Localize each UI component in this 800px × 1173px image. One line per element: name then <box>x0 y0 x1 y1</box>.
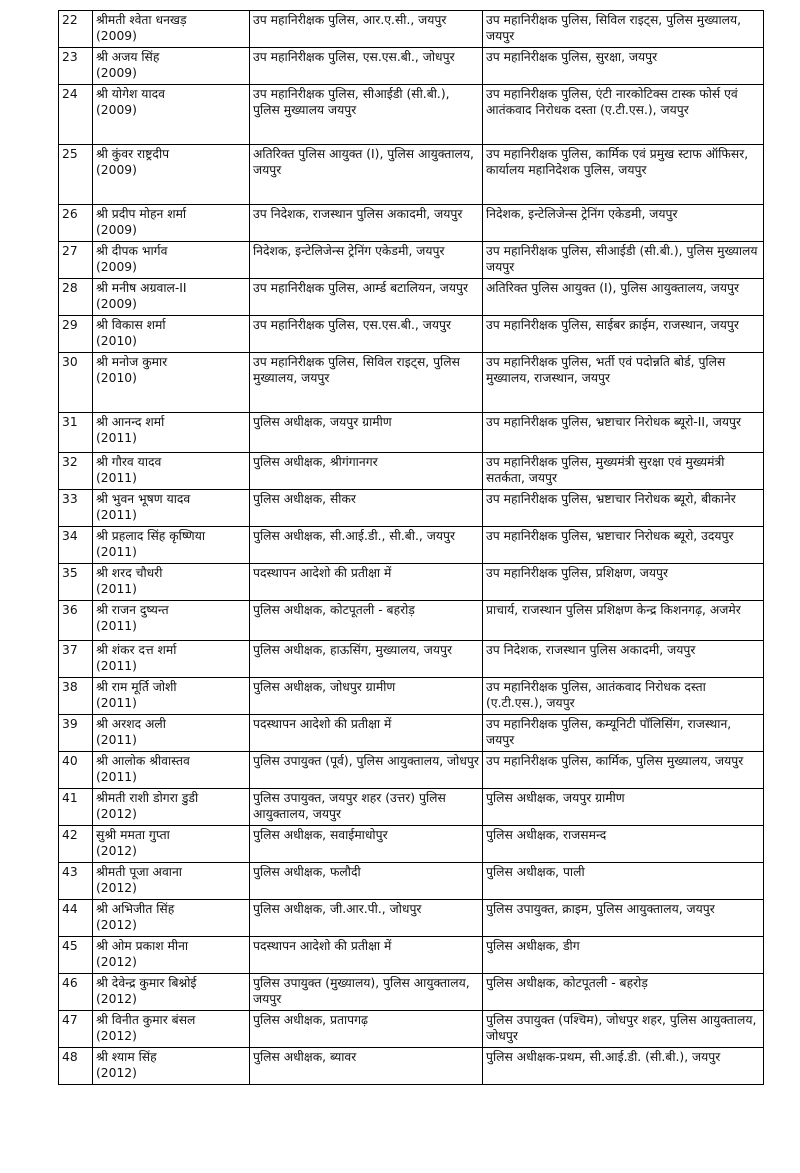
new-posting-cell: उप महानिरीक्षक पुलिस, भर्ती एवं पदोन्नति बोर्ड, पुलिस मुख्यालय, राजस्थान, जयपुर <box>483 353 764 413</box>
officer-name-cell <box>93 145 250 205</box>
serial-number-cell: 34 <box>59 527 93 564</box>
new-posting-cell: उप निदेशक, राजस्थान पुलिस अकादमी, जयपुर <box>483 641 764 678</box>
officer-name: श्री अभिजीत सिंह <box>96 902 175 916</box>
current-posting-cell: पुलिस अधीक्षक, जोधपुर ग्रामीण <box>250 678 483 715</box>
table-row <box>59 1011 764 1048</box>
officer-name-cell <box>93 715 250 752</box>
new-posting-cell: उप महानिरीक्षक पुलिस, कार्मिक एवं प्रमुख स्टाफ ऑफिसर, कार्यालय महानिदेशक पुलिस, जयपुर <box>483 145 764 205</box>
officer-name: श्री मनोज कुमार <box>96 355 168 369</box>
current-posting-cell: पुलिस उपायुक्त, जयपुर शहर (उत्तर) पुलिस आयुक्तालय, जयपुर <box>250 789 483 826</box>
officer-name: श्री देवेन्द्र कुमार बिश्नोई <box>96 976 197 990</box>
officer-name: श्री राजन दुष्यन्त <box>96 603 169 617</box>
new-posting-cell: उप महानिरीक्षक पुलिस, कार्मिक, पुलिस मुख्यालय, जयपुर <box>483 752 764 789</box>
table-row <box>59 937 764 974</box>
officer-name-cell <box>93 789 250 826</box>
officer-name-cell <box>93 641 250 678</box>
officer-batch-year: (2009) <box>96 66 137 80</box>
serial-number-cell: 33 <box>59 490 93 527</box>
current-posting-cell: पुलिस अधीक्षक, ब्यावर <box>250 1048 483 1085</box>
officer-batch-year: (2012) <box>96 955 137 969</box>
officer-name: श्री विकास शर्मा <box>96 318 166 332</box>
table-row <box>59 527 764 564</box>
new-posting-cell: उप महानिरीक्षक पुलिस, मुख्यमंत्री सुरक्षा एवं मुख्यमंत्री सतर्कता, जयपुर <box>483 453 764 490</box>
officer-batch-year: (2011) <box>96 619 137 633</box>
officer-batch-year: (2011) <box>96 545 137 559</box>
new-posting-cell: पुलिस अधीक्षक, कोटपूतली - बहरोड़ <box>483 974 764 1011</box>
officer-batch-year: (2011) <box>96 770 137 784</box>
serial-number-cell: 22 <box>59 11 93 48</box>
current-posting-cell: पदस्थापन आदेशो की प्रतीक्षा में <box>250 564 483 601</box>
officer-batch-year: (2009) <box>96 223 137 237</box>
serial-number-cell: 38 <box>59 678 93 715</box>
officer-name-cell <box>93 11 250 48</box>
table-row <box>59 85 764 145</box>
table-row <box>59 413 764 453</box>
new-posting-cell: उप महानिरीक्षक पुलिस, सुरक्षा, जयपुर <box>483 48 764 85</box>
officer-name-cell <box>93 85 250 145</box>
officer-name-cell <box>93 1048 250 1085</box>
current-posting-cell: अतिरिक्त पुलिस आयुक्त (I), पुलिस आयुक्तालय, जयपुर <box>250 145 483 205</box>
officer-name: श्री प्रदीप मोहन शर्मा <box>96 207 187 221</box>
officer-name: श्री कुंवर राष्ट्रदीप <box>96 147 170 161</box>
current-posting-cell: पुलिस अधीक्षक, जी.आर.पी., जोधपुर <box>250 900 483 937</box>
table-row <box>59 900 764 937</box>
current-posting-cell: उप महानिरीक्षक पुलिस, सीआईडी (सी.बी.), पुलिस मुख्यालय जयपुर <box>250 85 483 145</box>
serial-number-cell: 26 <box>59 205 93 242</box>
serial-number-cell: 37 <box>59 641 93 678</box>
new-posting-cell: उप महानिरीक्षक पुलिस, सिविल राइट्स, पुलिस मुख्यालय, जयपुर <box>483 11 764 48</box>
new-posting-cell: उप महानिरीक्षक पुलिस, प्रशिक्षण, जयपुर <box>483 564 764 601</box>
officer-name: श्री राम मूर्ति जोशी <box>96 680 177 694</box>
table-row <box>59 279 764 316</box>
current-posting-cell: पुलिस अधीक्षक, सी.आई.डी., सी.बी., जयपुर <box>250 527 483 564</box>
officer-name-cell <box>93 974 250 1011</box>
officer-name-cell <box>93 453 250 490</box>
current-posting-cell: उप महानिरीक्षक पुलिस, एस.एस.बी., जोधपुर <box>250 48 483 85</box>
officer-batch-year: (2009) <box>96 163 137 177</box>
table-row <box>59 316 764 353</box>
serial-number-cell: 44 <box>59 900 93 937</box>
serial-number-cell: 39 <box>59 715 93 752</box>
current-posting-cell: निदेशक, इन्टेलिजेन्स ट्रेनिंग एकेडमी, जयपुर <box>250 242 483 279</box>
officer-name-cell <box>93 937 250 974</box>
officer-batch-year: (2011) <box>96 659 137 673</box>
serial-number-cell: 31 <box>59 413 93 453</box>
officer-batch-year: (2012) <box>96 807 137 821</box>
serial-number-cell: 43 <box>59 863 93 900</box>
current-posting-cell: पुलिस अधीक्षक, सीकर <box>250 490 483 527</box>
serial-number-cell: 25 <box>59 145 93 205</box>
transfer-table <box>58 10 764 1085</box>
officer-batch-year: (2012) <box>96 1066 137 1080</box>
new-posting-cell: उप महानिरीक्षक पुलिस, भ्रष्टाचार निरोधक ब्यूरो-II, जयपुर <box>483 413 764 453</box>
serial-number-cell: 40 <box>59 752 93 789</box>
officer-name: श्री आलोक श्रीवास्तव <box>96 754 190 768</box>
serial-number-cell: 24 <box>59 85 93 145</box>
current-posting-cell: पुलिस उपायुक्त (मुख्यालय), पुलिस आयुक्तालय, जयपुर <box>250 974 483 1011</box>
officer-batch-year: (2009) <box>96 103 137 117</box>
officer-batch-year: (2009) <box>96 260 137 274</box>
serial-number-cell: 36 <box>59 601 93 641</box>
serial-number-cell: 28 <box>59 279 93 316</box>
officer-name: श्री अरशद अली <box>96 717 166 731</box>
serial-number-cell: 41 <box>59 789 93 826</box>
officer-name-cell <box>93 279 250 316</box>
officer-batch-year: (2009) <box>96 29 137 43</box>
officer-name: श्री आनन्द शर्मा <box>96 415 165 429</box>
table-row <box>59 715 764 752</box>
new-posting-cell: पुलिस अधीक्षक-प्रथम, सी.आई.डी. (सी.बी.), जयपुर <box>483 1048 764 1085</box>
table-row <box>59 1048 764 1085</box>
table-row <box>59 564 764 601</box>
new-posting-cell: पुलिस अधीक्षक, पाली <box>483 863 764 900</box>
table-row <box>59 11 764 48</box>
officer-batch-year: (2009) <box>96 297 137 311</box>
serial-number-cell: 35 <box>59 564 93 601</box>
officer-batch-year: (2010) <box>96 334 137 348</box>
officer-name-cell <box>93 490 250 527</box>
serial-number-cell: 27 <box>59 242 93 279</box>
current-posting-cell: पुलिस उपायुक्त (पूर्व), पुलिस आयुक्तालय, जोधपुर <box>250 752 483 789</box>
new-posting-cell: उप महानिरीक्षक पुलिस, एंटी नारकोटिक्स टास्क फोर्स एवं आतंकवाद निरोधक दस्ता (ए.टी.एस.), जयपुर <box>483 85 764 145</box>
current-posting-cell: पुलिस अधीक्षक, हाऊसिंग, मुख्यालय, जयपुर <box>250 641 483 678</box>
officer-name: श्री मनीष अग्रवाल-II <box>96 281 187 295</box>
current-posting-cell: पुलिस अधीक्षक, प्रतापगढ़ <box>250 1011 483 1048</box>
new-posting-cell: पुलिस अधीक्षक, राजसमन्द <box>483 826 764 863</box>
current-posting-cell: उप महानिरीक्षक पुलिस, एस.एस.बी., जयपुर <box>250 316 483 353</box>
new-posting-cell: पुलिस उपायुक्त, क्राइम, पुलिस आयुक्तालय, जयपुर <box>483 900 764 937</box>
officer-name-cell <box>93 353 250 413</box>
officer-batch-year: (2011) <box>96 696 137 710</box>
table-row <box>59 752 764 789</box>
officer-name-cell <box>93 205 250 242</box>
officer-batch-year: (2011) <box>96 471 137 485</box>
new-posting-cell: निदेशक, इन्टेलिजेन्स ट्रेनिंग एकेडमी, जयपुर <box>483 205 764 242</box>
officer-name: श्री योगेश यादव <box>96 87 165 101</box>
new-posting-cell: उप महानिरीक्षक पुलिस, आतंकवाद निरोधक दस्ता (ए.टी.एस.), जयपुर <box>483 678 764 715</box>
officer-name: श्री दीपक भार्गव <box>96 244 168 258</box>
new-posting-cell: पुलिस अधीक्षक, जयपुर ग्रामीण <box>483 789 764 826</box>
new-posting-cell: उप महानिरीक्षक पुलिस, सीआईडी (सी.बी.), पुलिस मुख्यालय जयपुर <box>483 242 764 279</box>
new-posting-cell: उप महानिरीक्षक पुलिस, भ्रष्टाचार निरोधक ब्यूरो, उदयपुर <box>483 527 764 564</box>
table-row <box>59 205 764 242</box>
officer-batch-year: (2010) <box>96 371 137 385</box>
new-posting-cell: उप महानिरीक्षक पुलिस, साईबर क्राईम, राजस्थान, जयपुर <box>483 316 764 353</box>
current-posting-cell: पदस्थापन आदेशो की प्रतीक्षा में <box>250 937 483 974</box>
officer-name-cell <box>93 900 250 937</box>
serial-number-cell: 42 <box>59 826 93 863</box>
officer-name-cell <box>93 752 250 789</box>
officer-name: श्रीमती पूजा अवाना <box>96 865 182 879</box>
table-row <box>59 353 764 413</box>
officer-name-cell <box>93 48 250 85</box>
officer-name: श्री विनीत कुमार बंसल <box>96 1013 196 1027</box>
serial-number-cell: 45 <box>59 937 93 974</box>
officer-batch-year: (2012) <box>96 844 137 858</box>
table-row <box>59 641 764 678</box>
officer-name: श्री शरद चौधरी <box>96 566 163 580</box>
table-row <box>59 678 764 715</box>
officer-name-cell <box>93 826 250 863</box>
officer-name: श्री श्याम सिंह <box>96 1050 157 1064</box>
table-row <box>59 601 764 641</box>
officer-name-cell <box>93 413 250 453</box>
officer-batch-year: (2012) <box>96 918 137 932</box>
officer-batch-year: (2011) <box>96 508 137 522</box>
officer-name: सुश्री ममता गुप्ता <box>96 828 170 842</box>
current-posting-cell: पुलिस अधीक्षक, कोटपूतली - बहरोड़ <box>250 601 483 641</box>
transfer-table-body <box>59 11 764 1085</box>
serial-number-cell: 32 <box>59 453 93 490</box>
officer-name-cell <box>93 527 250 564</box>
serial-number-cell: 46 <box>59 974 93 1011</box>
current-posting-cell: उप महानिरीक्षक पुलिस, सिविल राइट्स, पुलिस मुख्यालय, जयपुर <box>250 353 483 413</box>
officer-name: श्रीमती राशी डोगरा डुडी <box>96 791 199 805</box>
officer-name: श्री शंकर दत्त शर्मा <box>96 643 177 657</box>
officer-batch-year: (2012) <box>96 881 137 895</box>
table-row <box>59 145 764 205</box>
new-posting-cell: प्राचार्य, राजस्थान पुलिस प्रशिक्षण केन्द्र किशनगढ़, अजमेर <box>483 601 764 641</box>
current-posting-cell: उप महानिरीक्षक पुलिस, आर.ए.सी., जयपुर <box>250 11 483 48</box>
serial-number-cell: 48 <box>59 1048 93 1085</box>
officer-batch-year: (2011) <box>96 431 137 445</box>
officer-name-cell <box>93 863 250 900</box>
officer-name-cell <box>93 316 250 353</box>
officer-batch-year: (2012) <box>96 992 137 1006</box>
table-row <box>59 863 764 900</box>
serial-number-cell: 47 <box>59 1011 93 1048</box>
officer-name: श्री गौरव यादव <box>96 455 162 469</box>
new-posting-cell: अतिरिक्त पुलिस आयुक्त (I), पुलिस आयुक्तालय, जयपुर <box>483 279 764 316</box>
new-posting-cell: उप महानिरीक्षक पुलिस, कम्यूनिटी पॉलिसिंग, राजस्थान, जयपुर <box>483 715 764 752</box>
officer-name: श्री ओम प्रकाश मीना <box>96 939 189 953</box>
officer-name: श्री भुवन भूषण यादव <box>96 492 191 506</box>
current-posting-cell: पुलिस अधीक्षक, फलौदी <box>250 863 483 900</box>
officer-name-cell <box>93 1011 250 1048</box>
current-posting-cell: उप निदेशक, राजस्थान पुलिस अकादमी, जयपुर <box>250 205 483 242</box>
officer-name-cell <box>93 242 250 279</box>
current-posting-cell: उप महानिरीक्षक पुलिस, आर्म्ड बटालियन, जयपुर <box>250 279 483 316</box>
officer-batch-year: (2012) <box>96 1029 137 1043</box>
officer-name-cell <box>93 564 250 601</box>
officer-name-cell <box>93 678 250 715</box>
table-row <box>59 826 764 863</box>
table-row <box>59 48 764 85</box>
new-posting-cell: पुलिस अधीक्षक, डीग <box>483 937 764 974</box>
current-posting-cell: पुलिस अधीक्षक, श्रीगंगानगर <box>250 453 483 490</box>
table-row <box>59 789 764 826</box>
table-row <box>59 490 764 527</box>
officer-batch-year: (2011) <box>96 733 137 747</box>
serial-number-cell: 29 <box>59 316 93 353</box>
serial-number-cell: 23 <box>59 48 93 85</box>
new-posting-cell: उप महानिरीक्षक पुलिस, भ्रष्टाचार निरोधक ब्यूरो, बीकानेर <box>483 490 764 527</box>
serial-number-cell: 30 <box>59 353 93 413</box>
table-row <box>59 974 764 1011</box>
current-posting-cell: पुलिस अधीक्षक, जयपुर ग्रामीण <box>250 413 483 453</box>
new-posting-cell: पुलिस उपायुक्त (पश्चिम), जोधपुर शहर, पुलिस आयुक्तालय, जोधपुर <box>483 1011 764 1048</box>
current-posting-cell: पुलिस अधीक्षक, सवाईमाधोपुर <box>250 826 483 863</box>
current-posting-cell: पदस्थापन आदेशो की प्रतीक्षा में <box>250 715 483 752</box>
officer-batch-year: (2011) <box>96 582 137 596</box>
officer-name: श्री प्रहलाद सिंह कृष्णिया <box>96 529 206 543</box>
officer-name: श्रीमती श्वेता धनखड़ <box>96 13 187 27</box>
officer-name: श्री अजय सिंह <box>96 50 160 64</box>
table-row <box>59 453 764 490</box>
officer-name-cell <box>93 601 250 641</box>
table-row <box>59 242 764 279</box>
